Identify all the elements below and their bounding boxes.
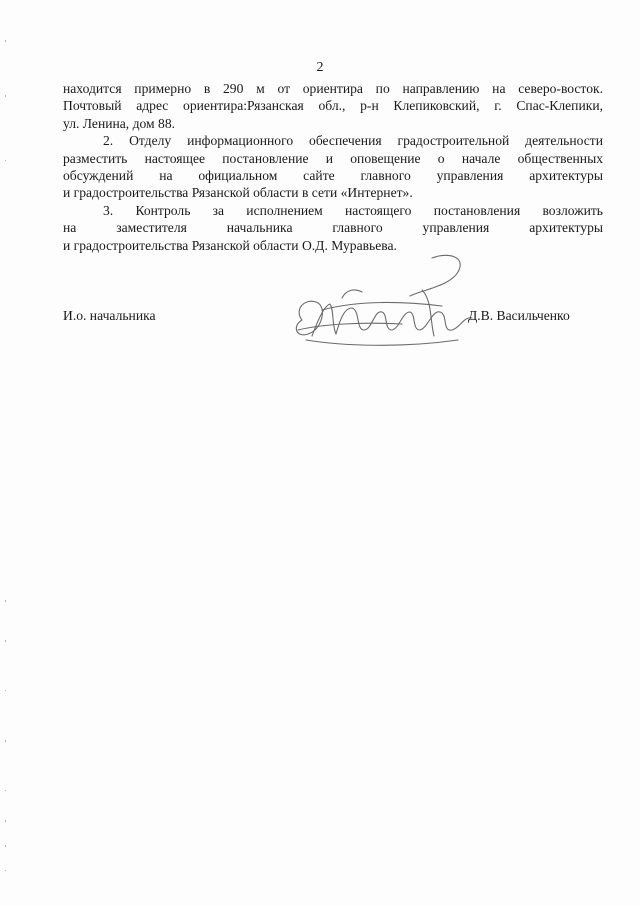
paragraph-control xyxy=(63,202,603,254)
paragraph-publication xyxy=(63,132,603,202)
scan-margin-marks xyxy=(2,0,10,905)
text-line: и градостроительства Рязанской области в сети «Интернет». xyxy=(63,185,413,201)
text-line: 3. Контроль за исполнением настоящего постановления возложить xyxy=(103,202,603,218)
text-line: Почтовый адрес ориентира:Рязанская обл., р-н Клепиковский, г. Спас-Клепики, xyxy=(63,98,603,114)
signatory-title: И.о. начальника xyxy=(63,308,156,323)
text-line: ул. Ленина, дом 88. xyxy=(63,115,176,131)
text-line: разместить настоящее постановление и оповещение о начале общественных xyxy=(63,150,603,166)
signatory-name: Д.В. Васильченко xyxy=(468,308,570,323)
handwritten-signature xyxy=(282,250,482,360)
document-body xyxy=(63,80,603,254)
text-line: обсуждений на официальном сайте главного управления архитектуры xyxy=(63,168,603,184)
text-line: 2. Отделу информационного обеспечения градостроительной деятельности xyxy=(103,133,603,149)
text-line: находится примерно в 290 м от ориентира по направлению на северо-восток. xyxy=(63,81,603,96)
text-line: и градостроительства Рязанской области О.Д. Муравьева. xyxy=(63,237,397,253)
paragraph-location xyxy=(63,80,603,132)
text-line: на заместителя начальника главного управления архитектуры xyxy=(63,220,603,236)
page-number: 2 xyxy=(316,60,324,75)
